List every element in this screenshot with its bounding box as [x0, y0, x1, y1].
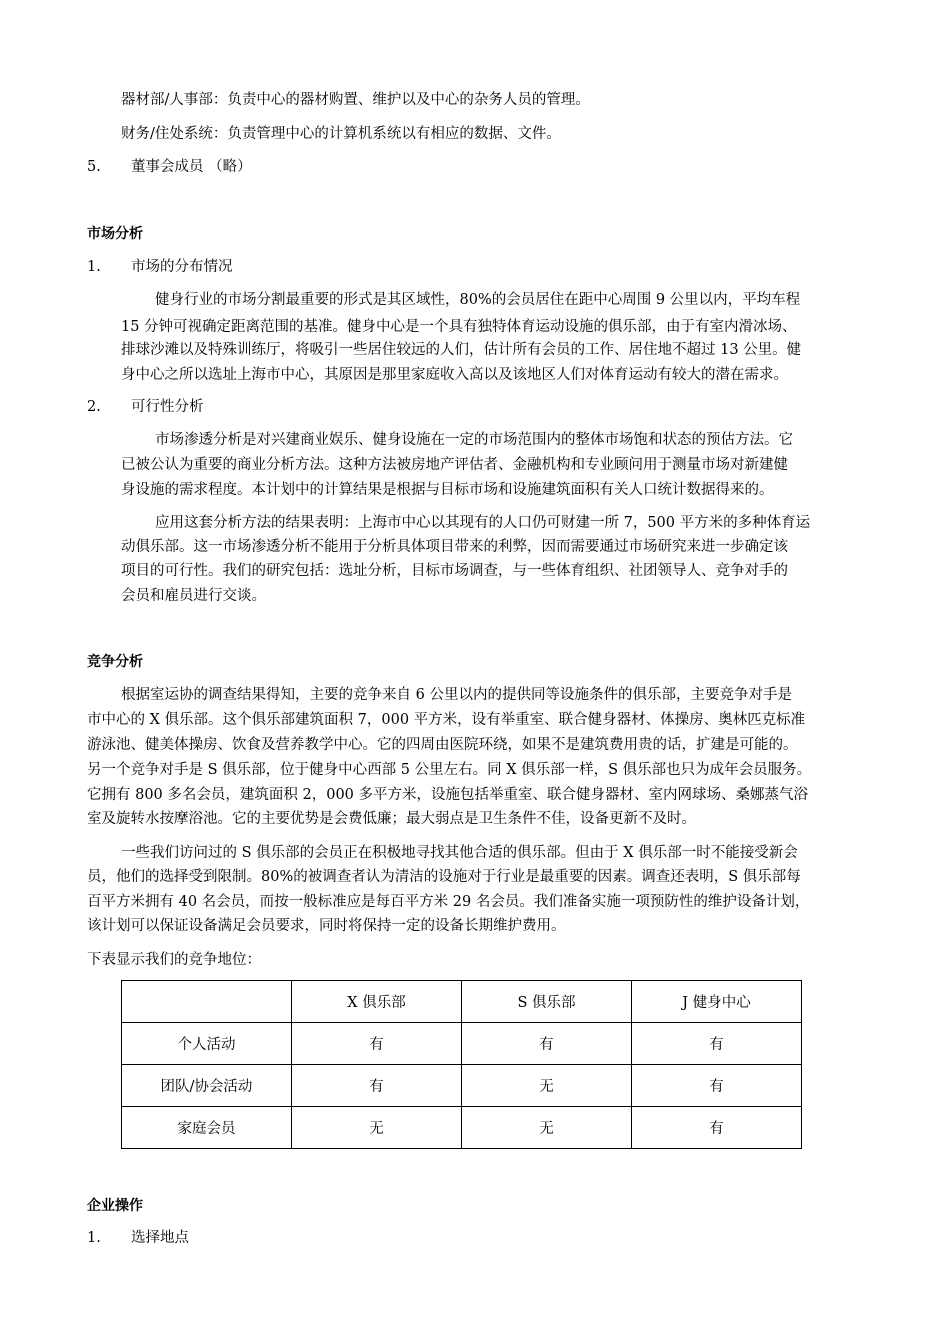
table-cell: 无: [462, 1065, 632, 1107]
paragraph-line: 排球沙滩以及特殊训练厅，将吸引一些居住较远的人们，估计所有会员的工作、居住地不超过 13 公里。健: [121, 342, 802, 358]
competition-table: [121, 980, 802, 1149]
paragraph-line: 员，他们的选择受到限制。80%的被调查者认为清洁的设施对于行业是最重要的因素。调查还表明，S 俱乐部每: [87, 869, 801, 885]
paragraph-line: 游泳池、健美体操房、饮食及营养教学中心。它的四周由医院环绕，如果不是建筑费用贵的话，扩建是可能的。: [87, 737, 798, 753]
table-cell: 无: [462, 1107, 632, 1149]
list-number: 2.: [87, 399, 101, 415]
table-cell: 有: [292, 1023, 462, 1065]
paragraph-line: 市中心的 X 俱乐部。这个俱乐部建筑面积 7，000 平方米，设有举重室、联合健身器材、体操房、奥林匹克标准: [87, 712, 806, 728]
list-number: 1.: [87, 1230, 101, 1246]
table-header-cell: X 俱乐部: [292, 981, 462, 1023]
table-header-cell: J 健身中心: [632, 981, 802, 1023]
list-item-market-distribution: [87, 257, 233, 277]
paragraph-line: 室及旋转水按摩浴池。它的主要优势是会费低廉；最大弱点是卫生条件不佳，设备更新不及时。: [87, 811, 696, 827]
paragraph-line: 身设施的需求程度。本计划中的计算结果是根据与目标市场和设施建筑面积有关人口统计数据得来的。: [121, 482, 774, 498]
table-row: [122, 1023, 802, 1065]
paragraph-line: 另一个竞争对手是 S 俱乐部，位于健身中心西部 5 公里左右。同 X 俱乐部一样，S 俱乐部也只为成年会员服务。: [87, 762, 812, 778]
list-item-board: [87, 157, 252, 177]
paragraph-line: 百平方米拥有 40 名会员，而按一般标准应是每百平方米 29 名会员。我们准备实施一项预防性的维护设备计划，: [87, 894, 810, 910]
paragraph-line: 项目的可行性。我们的研究包括：选址分析，目标市场调查，与一些体育组织、社团领导人、竞争对手的: [121, 563, 788, 579]
paragraph-line: 一些我们访问过的 S 俱乐部的会员正在积极地寻找其他合适的俱乐部。但由于 X 俱乐部一时不能接受新会: [121, 845, 798, 861]
paragraph-line: 它拥有 800 多名会员，建筑面积 2，000 多平方米，设施包括举重室、联合健身器材、室内网球场、桑娜蒸气浴: [87, 787, 809, 803]
dept-equipment-text: 器材部/人事部：负责中心的器材购置、维护以及中心的杂务人员的管理。: [121, 92, 590, 108]
paragraph-line: 该计划可以保证设备满足会员要求，同时将保持一定的设备长期维护费用。: [87, 918, 566, 934]
table-row: [122, 1065, 802, 1107]
section-heading-operations: 企业操作: [87, 1198, 143, 1214]
table-cell: 团队/协会活动: [122, 1065, 292, 1107]
table-header-row: [122, 981, 802, 1023]
list-item-feasibility: [87, 397, 204, 417]
paragraph-line: 根据室运协的调查结果得知，主要的竞争来自 6 公里以内的提供同等设施条件的俱乐部，主要竞争对手是: [121, 687, 792, 703]
table-cell: 无: [292, 1107, 462, 1149]
table-cell: 家庭会员: [122, 1107, 292, 1149]
table-row: [122, 1107, 802, 1149]
paragraph-line: 动俱乐部。这一市场渗透分析不能用于分析具体项目带来的利弊，因而需要通过市场研究来进一步确定该: [121, 539, 788, 555]
dept-finance-text: 财务/住处系统：负责管理中心的计算机系统以有相应的数据、文件。: [121, 126, 561, 142]
list-item-text: 董事会成员 （略）: [131, 159, 252, 175]
paragraph-line: 健身行业的市场分割最重要的形式是其区域性，80%的会员居住在距中心周围 9 公里以内，平均车程: [155, 292, 801, 308]
paragraph-line: 会员和雇员进行交谈。: [121, 588, 266, 604]
list-item-text: 市场的分布情况: [131, 259, 233, 275]
paragraph-line: 市场渗透分析是对兴建商业娱乐、健身设施在一定的市场范围内的整体市场饱和状态的预估方法。它: [155, 432, 793, 448]
table-header-cell: S 俱乐部: [462, 981, 632, 1023]
paragraph-line: 15 分钟可视确定距离范围的基准。健身中心是一个具有独特体育运动设施的俱乐部，由于有室内滑冰场、: [121, 319, 797, 335]
list-number: 1.: [87, 259, 101, 275]
paragraph-line: 应用这套分析方法的结果表明：上海市中心以其现有的人口仍可财建一所 7，500 平方米的多种体育运: [155, 515, 811, 531]
list-number: 5.: [87, 159, 101, 175]
table-cell: 有: [632, 1107, 802, 1149]
table-cell: 有: [632, 1065, 802, 1107]
section-heading-market: 市场分析: [87, 226, 143, 242]
table-intro: 下表显示我们的竞争地位：: [87, 952, 261, 968]
section-heading-competition: 竞争分析: [87, 654, 143, 670]
table-cell: 有: [292, 1065, 462, 1107]
table-cell: 有: [632, 1023, 802, 1065]
list-item-location: [87, 1228, 189, 1248]
table-header-cell: [122, 981, 292, 1023]
paragraph-line: 身中心之所以选址上海市中心，其原因是那里家庭收入高以及该地区人们对体育运动有较大的潜在需求。: [121, 367, 788, 383]
table-cell: 个人活动: [122, 1023, 292, 1065]
list-item-text: 选择地点: [131, 1230, 189, 1246]
table-cell: 有: [462, 1023, 632, 1065]
list-item-text: 可行性分析: [131, 399, 204, 415]
paragraph-line: 已被公认为重要的商业分析方法。这种方法被房地产评估者、金融机构和专业顾问用于测量市场对新建健: [121, 457, 788, 473]
